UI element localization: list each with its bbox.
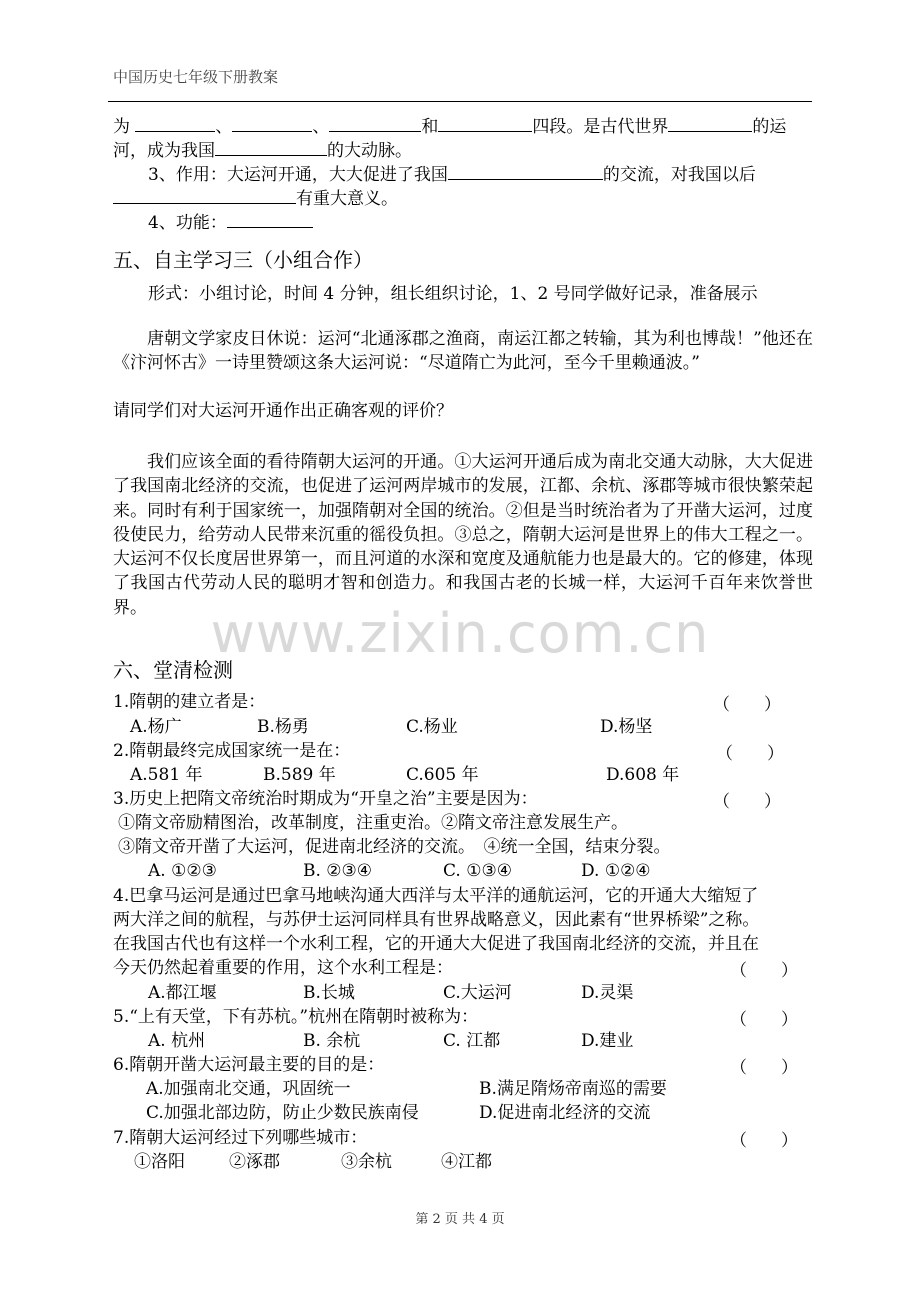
q4-option-b[interactable]: B.长城 [303,983,355,1003]
q1-option-a[interactable]: A.杨广 [130,717,182,737]
q2-option-b[interactable]: B.589 年 [263,765,336,785]
q4-line-2: 两大洋之间的航程，与苏伊士运河同样具有世界战略意义，因此素有“世界桥梁”之称。 [113,910,760,930]
q5-option-d[interactable]: D.建业 [581,1031,634,1051]
text: 有重大意义。 [296,189,398,209]
section-5-question: 请同学们对大运河开通作出正确客观的评价？ [113,401,453,421]
section-5-form: 形式：小组讨论，时间 4 分钟，组长组织讨论，1、2 号同学做好记录，准备展示 [148,284,758,304]
watermark: www.zixin.com.cn [210,602,710,665]
q1-stem: 1.隋朝的建立者是： [113,692,266,712]
q2-answer-bracket[interactable]: （ ） [716,744,784,764]
q7-stem: 7.隋朝大运河经过下列哪些城市： [113,1128,368,1148]
q5-answer-bracket[interactable]: （ ） [730,1010,798,1030]
q2-option-c[interactable]: C.605 年 [406,765,479,785]
section-6-heading: 六、堂清检测 [113,658,233,682]
intro-line-4 [113,185,398,211]
blank[interactable] [448,161,603,180]
q6-option-c[interactable]: C.加强北部边防，防止少数民族南侵 [146,1103,419,1123]
blank[interactable] [329,113,421,132]
blank[interactable] [135,113,215,132]
text: 四段。是古代世界 [532,117,669,137]
q1-option-d[interactable]: D.杨坚 [600,717,653,737]
intro-line-1 [113,113,786,139]
intro-line-2 [113,137,412,163]
q4-option-d[interactable]: D.灵渠 [581,983,634,1003]
text: 河，成为我国 [113,141,215,161]
text: 和 [421,117,439,137]
text: 、 [215,117,233,137]
q4-line-4: 今天仍然起着重要的作用，这个水利工程是： [113,958,453,978]
q3-option-a[interactable]: A. ①②③ [148,861,217,881]
q3-stem: 3.历史上把隋文帝统治时期成为“开皇之治”主要是因为： [113,789,538,809]
blank[interactable] [113,185,296,204]
q3-option-c[interactable]: C. ①③④ [443,861,512,881]
q3-option-d[interactable]: D. ①②④ [581,861,651,881]
page-footer: 第 2 页 共 4 页 [415,1212,505,1227]
q7-option-3[interactable]: ③余杭 [341,1152,392,1172]
q4-line-1: 4.巴拿马运河是通过巴拿马地峡沟通大西洋与太平洋的通航运河，它的开通大大缩短了 [113,886,759,906]
q5-option-c[interactable]: C. 江都 [443,1031,501,1051]
intro-line-5 [148,209,313,235]
q7-option-4[interactable]: ④江都 [441,1152,492,1172]
q7-option-1[interactable]: ①洛阳 [134,1152,185,1172]
q5-stem: 5.“上有天堂，下有苏杭。”杭州在隋朝时被称为： [113,1007,479,1027]
q4-answer-bracket[interactable]: （ ） [730,961,798,981]
q2-option-d[interactable]: D.608 年 [606,765,680,785]
q6-stem: 6.隋朝开凿大运河最主要的目的是： [113,1055,385,1075]
q5-option-b[interactable]: B. 余杭 [303,1031,361,1051]
text: 、 [312,117,330,137]
blank[interactable] [438,113,532,132]
q6-answer-bracket[interactable]: （ ） [730,1058,798,1078]
q6-option-a[interactable]: A.加强南北交通，巩固统一 [146,1079,351,1099]
section-5-answer [113,450,813,620]
q1-option-c[interactable]: C.杨业 [406,717,458,737]
q4-line-3: 在我国古代也有这样一个水利工程，它的开通大大促进了我国南北经济的交流，并且在 [113,934,759,954]
q4-option-a[interactable]: A.都江堰 [148,983,217,1003]
section-5-quote [113,327,813,376]
header-divider [108,101,812,102]
q3-option-b[interactable]: B. ②③④ [303,861,373,881]
intro-line-3 [148,161,756,187]
q3-statement-1: ①隋文帝励精图治，改革制度，注重吏治。②隋文帝注意发展生产。 [118,813,628,833]
q3-answer-bracket[interactable]: （ ） [713,792,781,812]
q6-option-d[interactable]: D.促进南北经济的交流 [479,1103,651,1123]
blank[interactable] [232,113,312,132]
text: 为 [113,117,136,137]
q4-option-c[interactable]: C.大运河 [443,983,512,1003]
blank[interactable] [227,209,313,228]
q5-option-a[interactable]: A. 杭州 [148,1031,206,1051]
q2-option-a[interactable]: A.581 年 [130,765,203,785]
quote-text: 唐朝文学家皮日休说：运河“北通涿郡之渔商，南运江都之转输，其为利也博哉！”他还在《汴河怀古》一诗里赞颂这条大运河说：“尽道隋亡为此河，至今千里赖通波。” [113,329,813,374]
page-header-title: 中国历史七年级下册教案 [113,68,279,86]
section-5-heading: 五、自主学习三（小组合作） [113,248,373,272]
q2-stem: 2.隋朝最终完成国家统一是在： [113,741,351,761]
text: 的交流，对我国以后 [602,165,756,185]
blank[interactable] [668,113,752,132]
q7-answer-bracket[interactable]: （ ） [730,1131,798,1151]
q7-option-2[interactable]: ②涿郡 [229,1152,280,1172]
q6-option-b[interactable]: B.满足隋炀帝南巡的需要 [479,1079,667,1099]
q1-answer-bracket[interactable]: （ ） [713,695,781,715]
blank[interactable] [215,137,327,156]
text: 的大动脉。 [327,141,412,161]
answer-text: 我们应该全面的看待隋朝大运河的开通。①大运河开通后成为南北交通大动脉，大大促进了我国南北经济的交流，也促进了运河两岸城市的发展，江都、余杭、涿郡等城市很快繁荣起来。同时有利于国家统一，加强隋朝对全国的统治。②但是当时统治者为了开凿大运河，过度役使民力，给劳动人民带来沉重的徭役负担。③总之，隋朝大运河是世界上的伟大工程之一。大运河不仅长度居世界第一，而且河道的水深和宽度及通航能力也是最大的。它的修建，体现了我国古代劳动人民的聪明才智和创造力。和我国古老的长城一样，大运河千百年来饮誉世界。 [113,452,813,618]
q1-option-b[interactable]: B.杨勇 [257,717,309,737]
text: 3、作用：大运河开通，大大促进了我国 [148,165,448,185]
text: 4、功能： [148,213,227,233]
q3-statement-2: ③隋文帝开凿了大运河，促进南北经济的交流。 ④统一全国，结束分裂。 [118,837,671,857]
text: 的运 [752,117,787,137]
